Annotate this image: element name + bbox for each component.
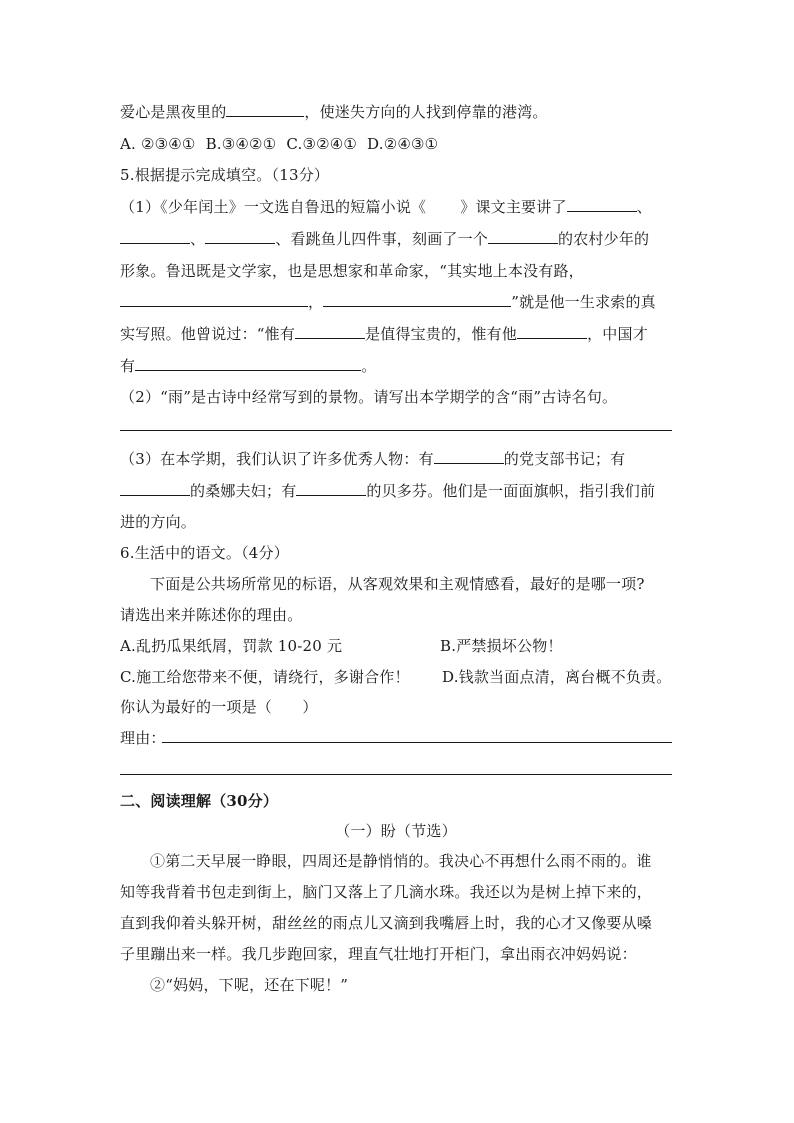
q5-blank[interactable] [120,481,190,496]
q4-line [120,102,680,122]
q4-text: 爱心是黑夜里的 [120,103,227,121]
q5-p1-line1 [120,197,680,217]
q6-option-c[interactable]: C.施工给您带来不便，请绕行，多谢合作！ [120,668,410,686]
passage-para1-line3: 直到我仰着头躲开树，甜丝丝的雨点儿又滴到我嘴唇上时，我的心才又像要从嗓 [120,914,653,932]
q6-intro-1: 下面是公共场所常见的标语，从客观效果和主观情感看，最好的是哪一项? [150,575,645,593]
q5-p1-line3: 形象。鲁迅既是文学家，也是思想家和革命家，“其实地上本没有路， [120,262,584,280]
q4-option-d[interactable]: D.②④③① [367,135,439,153]
q5-blank[interactable] [135,356,361,371]
q5-p3-line1 [120,449,680,469]
q5-p1-text: ”就是他一生求索的真 [511,293,656,311]
q5-p1-text: 》课文主要讲了 [460,198,567,216]
q5-p1-text: 是值得宝贵的，惟有他 [365,325,518,343]
q6-option-d[interactable]: D.钱款当面点清，离台概不负责。 [442,668,672,686]
q6-reason-line-2[interactable] [120,774,672,775]
q5-p3-line3: 进的方向。 [120,513,197,531]
q5-p1-text: 。 [361,357,377,375]
section2-heading: 二、阅读理解（30分） [120,792,279,810]
q5-p2-answer-line[interactable] [120,430,672,431]
q6-option-a[interactable]: A.乱扔瓜果纸屑，罚款 10-20 元 [120,637,343,655]
q5-p3-line2 [120,481,680,501]
q5-p1-text: 有 [120,357,136,375]
q6-option-b[interactable]: B.严禁损坏公物！ [440,637,563,655]
passage-para1-line2: 知等我背着书包走到街上，脑门又落上了几滴水珠。我还以为是树上掉下来的， [120,883,653,901]
q4-option-b[interactable]: B.③④②① [205,135,277,153]
q5-p3-text: 的贝多芬。他们是一面面旗帜，指引我们前 [366,482,656,500]
q6-title: 6.生活中的语文。（4分） [120,544,289,562]
q5-p3-text: （3）在本学期，我们认识了许多优秀人物：有 [120,450,434,468]
q5-blank[interactable] [434,449,504,464]
q5-p2: （2）“雨”是古诗中经常写到的景物。请写出本学期学的含“雨”古诗名句。 [120,388,618,406]
passage-para2: ②“妈妈，下呢，还在下呢！” [150,976,349,994]
q5-blank[interactable] [517,324,587,339]
q6-reason [120,728,680,748]
q4-blank[interactable] [226,102,304,117]
q5-p3-text: 的桑娜夫妇；有 [190,482,297,500]
q6-reason-label: 理由： [120,729,166,747]
q5-p1-text: （1）《少年闰土》一文选自鲁迅的短篇小说《 [120,198,427,216]
q4-option-c[interactable]: C.③②④① [286,135,358,153]
q5-p1-text: 、看跳鱼儿四件事，刻画了一个 [275,230,489,248]
q6-reason-line[interactable] [162,742,672,743]
q5-p1-text: ， [308,293,324,311]
q5-p1-text: 、 [190,230,206,248]
q6-intro-2: 请选出来并陈述你的理由。 [120,606,303,624]
q5-blank[interactable] [295,324,365,339]
q5-blank[interactable] [120,229,190,244]
q5-p1-text: 的农村少年的 [558,230,650,248]
q5-p1-text: ，中国才 [587,325,648,343]
passage-para1-line4: 子里蹦出来一样。我几步跑回家，理直气壮地打开柜门，拿出雨衣冲妈妈说： [120,945,637,963]
q6-options-cd [120,667,680,687]
q6-choice: 你认为最好的一项是（ ） [120,698,318,716]
q5-blank[interactable] [488,229,558,244]
q5-p1-line2 [120,229,680,249]
q5-blank[interactable] [323,292,511,307]
q5-blank[interactable] [205,229,275,244]
q5-p1-text: 、 [636,198,652,216]
q5-p3-text: 的党支部书记；有 [503,450,626,468]
q5-p1-line5 [120,324,680,344]
passage-para1-line1: ①第二天早展一睁眼，四周还是静悄悄的。我决心不再想什么雨不雨的。谁 [150,852,652,870]
q4-option-a[interactable]: A. ②③④① [120,135,196,153]
q5-blank[interactable] [567,197,637,212]
passage-title: （一）盼（节选） [335,822,457,840]
q4-text-end: ，使迷失方向的人找到停靠的港湾。 [304,103,548,121]
q6-options-ab [120,636,680,656]
q5-title: 5.根据提示完成填空。（13分） [120,166,330,184]
q5-p1-text: 实写照。他曾说过：“惟有 [120,325,296,343]
q5-p1-line6 [120,356,680,376]
q5-blank[interactable] [296,481,366,496]
q5-blank[interactable] [120,292,308,307]
q5-p1-line4 [120,292,680,312]
q4-options [120,134,680,154]
